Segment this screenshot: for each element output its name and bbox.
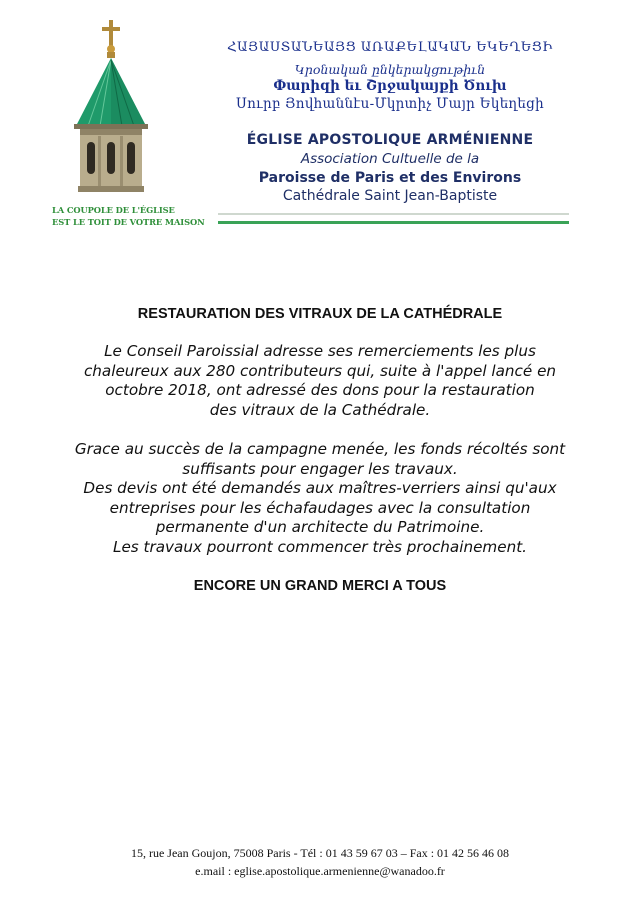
paragraph-line: Les travaux pourront commencer très prochainement. (113, 537, 527, 556)
armenian-parish: Փարիզի եւ Շրջակայքի Ծուխ (273, 78, 507, 94)
cathedral-name: Cathédrale Saint Jean-Baptiste (282, 188, 498, 204)
paragraph-line: octobre 2018, ont adressé des dons pour la restauration (105, 381, 535, 399)
paragraph-line: Des devis ont été demandés aux maîtres-verriers ainsi qu'aux (83, 479, 557, 497)
paragraph-line: permanente d'un architecte du Patrimoine. (155, 518, 485, 536)
armenian-cathedral: Սուրբ Յովհաննէս-Մկրտիչ Մայր Եկեղեցի (235, 96, 544, 112)
letter-title: RESTAURATION DES VITRAUX DE LA CATHÉDRALE (137, 306, 503, 322)
church-dome-icon (60, 18, 162, 200)
paragraph-line: chaleureux aux 280 contributeurs qui, suite à l'appel lancé en (83, 361, 557, 380)
logo-caption-line: LA COUPOLE DE L'ÉGLISE (52, 205, 175, 215)
closing-thanks: ENCORE UN GRAND MERCI A TOUS (193, 578, 447, 594)
footer-email: e.mail : eglise.apostolique.armenienne@wanadoo.fr (195, 864, 445, 878)
logo-caption (52, 204, 205, 228)
church-name: ÉGLISE APOSTOLIQUE ARMÉNIENNE (246, 132, 534, 148)
header-divider-green (218, 221, 569, 224)
church-dome-logo (52, 18, 205, 233)
header-divider (218, 213, 569, 215)
armenian-church-name: ՀԱՅԱՍՏԱՆԵԱՅՑ ԱՌԱՔԵԼԱԿԱՆ ԵԿԵՂԵՑԻ (227, 40, 553, 55)
paragraph-line: Le Conseil Paroissial adresse ses remerciements les plus (104, 342, 536, 360)
paragraph-works (40, 440, 600, 557)
paragraph-line: entreprises pour les échafaudages avec la consultation (109, 498, 531, 517)
logo-caption-line: EST LE TOIT DE VOTRE MAISON (52, 217, 205, 227)
paragraph-line: suffisants pour engager les travaux. (182, 459, 458, 478)
footer-address: 15, rue Jean Goujon, 75008 Paris - Tél : 01 43 59 67 03 – Fax : 01 42 56 46 08 (130, 846, 510, 860)
paragraph-thanks (40, 342, 600, 420)
paragraph-line: Grace au succès de la campagne menée, les fonds récoltés sont (74, 440, 566, 458)
association-name: Association Cultuelle de la (300, 151, 480, 167)
paragraph-line: des vitraux de la Cathédrale. (209, 400, 431, 419)
armenian-association: Կրօնական ընկերակցութիւն (294, 62, 486, 77)
parish-name: Paroisse de Paris et des Environs (258, 170, 522, 186)
